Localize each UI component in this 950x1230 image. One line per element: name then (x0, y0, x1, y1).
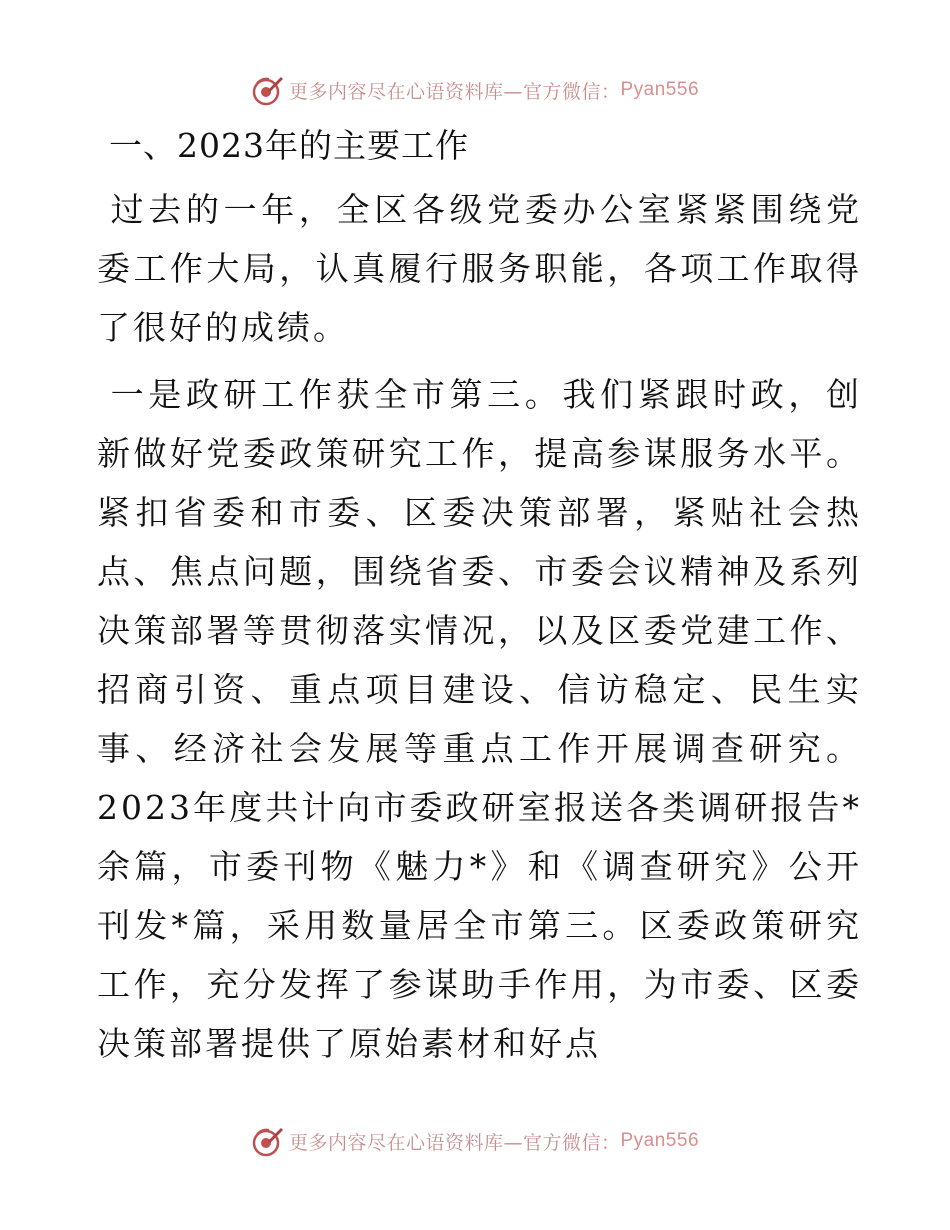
paragraph-research-text: 一是政研工作获全市第三。我们紧跟时政，创新做好党委政策研究工作，提高参谋服务水平。紧扣省委和市委、区委决策部署，紧贴社会热点、焦点问题，围绕省委、市委会议精神及系列决策部署等贯彻落实情况，以及区委党建工作、招商引资、重点项目建设、信访稳定、民生实事、经济社会发展等重点工作开展调查研究。2023年度共计向市委政研室报送各类调研报告*余篇，市委刊物《魅力*》和《调查研究》公开刊发*篇，采用数量居全市第三。区委政策研究工作，充分发挥了参谋助手作用，为市委、区委决策部署提供了原始素材和好点 (97, 375, 862, 1063)
document-body (97, 120, 862, 1081)
watermark-text: 更多内容尽在心语资料库—官方微信： (288, 1131, 621, 1154)
paragraph-intro-text: 过去的一年，全区各级党委办公室紧紧围绕党委工作大局，认真履行服务职能，各项工作取得了很好的成绩。 (97, 190, 862, 347)
paragraph-research (97, 365, 862, 1073)
paragraph-intro (97, 180, 862, 357)
section-heading: 一、2023年的主要工作 (109, 126, 469, 165)
header-watermark (0, 70, 950, 110)
pen-logo-icon (251, 1124, 285, 1158)
watermark-wechat-id: Pyan556 (620, 1130, 700, 1151)
footer-watermark (0, 1121, 950, 1161)
watermark-text: 更多内容尽在心语资料库—官方微信： (288, 80, 621, 103)
watermark-wechat-id: Pyan556 (620, 79, 700, 100)
pen-logo-icon (251, 73, 285, 107)
